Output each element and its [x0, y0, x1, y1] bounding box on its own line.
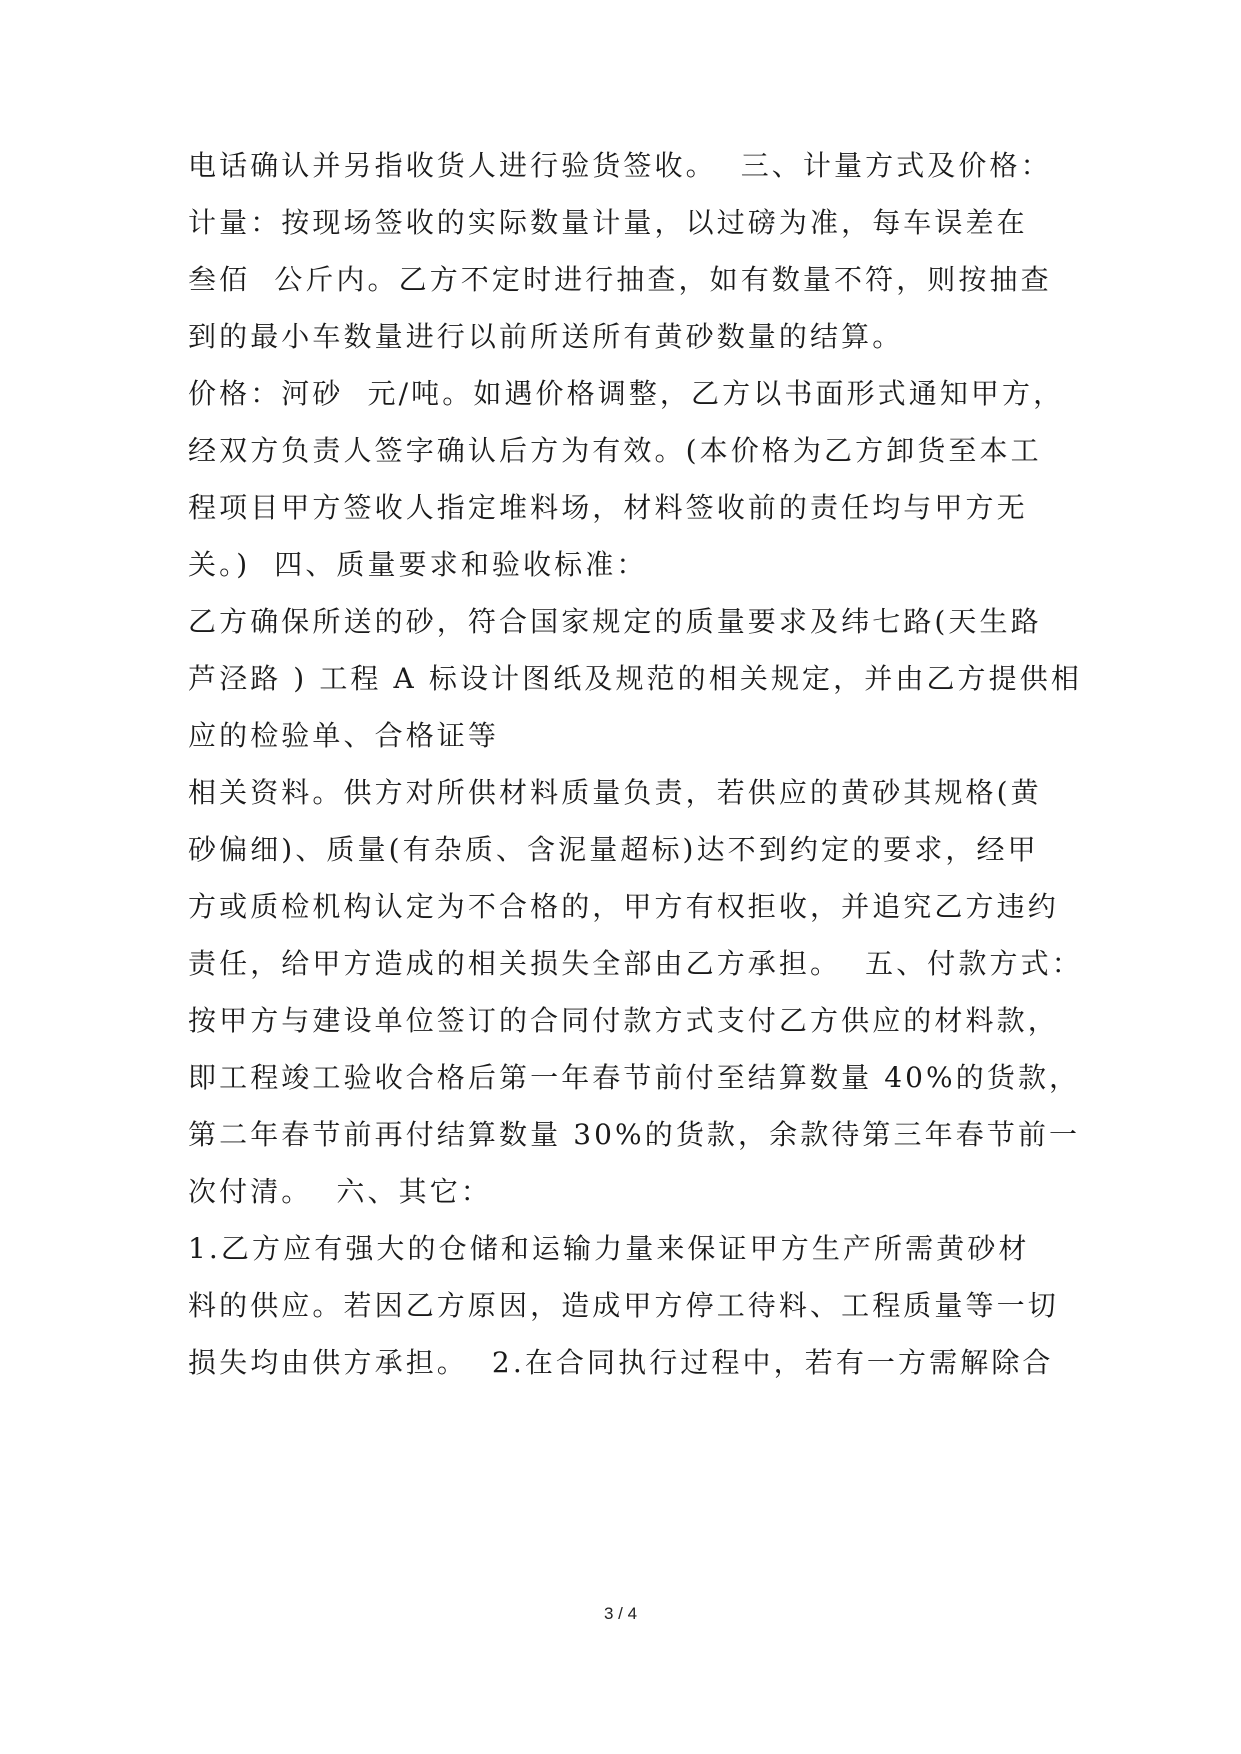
body-text-line: 乙方确保所送的砂，符合国家规定的质量要求及纬七路(天生路 [188, 605, 1042, 638]
body-text-line: 应的检验单、合格证等 [188, 719, 500, 752]
body-text-line: 砂偏细)、质量(有杂质、含泥量超标)达不到约定的要求，经甲 [188, 833, 1039, 866]
body-text-line: 1.乙方应有强大的仓储和运输力量来保证甲方生产所需黄砂材 [188, 1232, 1030, 1265]
body-text-line: 料的供应。若因乙方原因，造成甲方停工待料、工程质量等一切 [188, 1289, 1059, 1322]
body-text-line: 到的最小车数量进行以前所送所有黄砂数量的结算。 [188, 320, 904, 353]
body-text-line: 关。) 四、质量要求和验收标准： [188, 548, 648, 581]
body-text-line: 相关资料。供方对所供材料质量负责，若供应的黄砂其规格(黄 [188, 776, 1042, 809]
body-text-line: 即工程竣工验收合格后第一年春节前付至结算数量 40%的货款， [188, 1061, 1081, 1094]
body-text-line: 芦泾路 ) 工程 A 标设计图纸及规范的相关规定，并由乙方提供相 [188, 662, 1082, 695]
body-text-line: 方或质检机构认定为不合格的，甲方有权拒收，并追究乙方违约 [188, 890, 1059, 923]
body-text-line: 程项目甲方签收人指定堆料场，材料签收前的责任均与甲方无 [188, 491, 1028, 524]
body-text-line: 责任，给甲方造成的相关损失全部由乙方承担。 五、付款方式： [188, 947, 1083, 980]
body-text-line: 按甲方与建设单位签订的合同付款方式支付乙方供应的材料款， [188, 1004, 1059, 1037]
body-text-line: 经双方负责人签字确认后方为有效。(本价格为乙方卸货至本工 [188, 434, 1042, 467]
body-text-line: 计量：按现场签收的实际数量计量，以过磅为准，每车误差在 [188, 206, 1028, 239]
body-text-line: 叁佰 公斤内。乙方不定时进行抽查，如有数量不符，则按抽查 [188, 263, 1052, 296]
body-text-line: 价格：河砂 元/吨。如遇价格调整，乙方以书面形式通知甲方， [188, 377, 1065, 410]
body-text-line: 第二年春节前再付结算数量 30%的货款，余款待第三年春节前一 [188, 1118, 1081, 1151]
page-number: 3 / 4 [603, 1604, 638, 1623]
body-text-line: 次付清。 六、其它： [188, 1175, 492, 1208]
body-text-line: 损失均由供方承担。 2.在合同执行过程中，若有一方需解除合 [188, 1346, 1054, 1379]
body-text-line: 电话确认并另指收货人进行验货签收。 三、计量方式及价格： [188, 149, 1052, 182]
